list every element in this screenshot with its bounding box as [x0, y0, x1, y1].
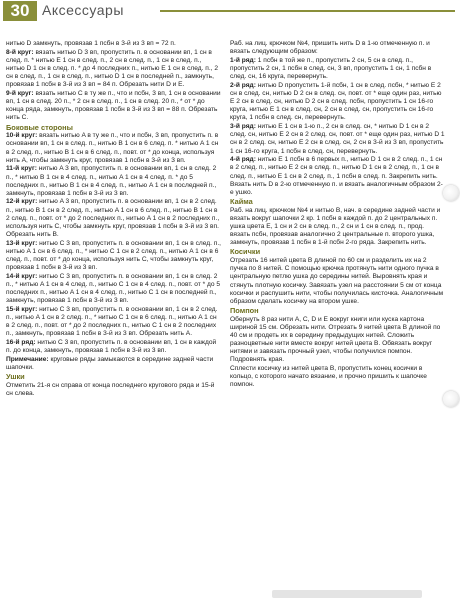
row-label: 15-й круг:	[6, 306, 38, 313]
paragraph-text: Раб. на лиц. крючком №4 и нитью B, нач. в середине задней части и вязать вокруг шапочки 2 кр. 1 псбн в каждой п. до 2 центральных п. ушка цвета E, 1 сн и 2 сн в след. п., 2 сн и 1 сн в след. п., прод. вязать псбн, провязав аналогично 2 центральные п. второго ушка, замкнуть, провязав 1 псбн в 1-й псбн 2-го ряда. Закрепить нить.	[230, 206, 441, 247]
paragraph-text: нитью E 1 псбн в 6 первых п., нитью D 1 сн в 2 след. п., 1 сн в 2 след. п., нитью E 2 сн в след. п., нитью D 1 сн в 2 след. п., 1 сн в след. п., нитью E 1 сн в 2 след. п., 1 псбн в след. п. Закрепить нить. Вязать нить D в 2-ю отмеченную п. и вязать аналогичным образом 2-е ушко.	[230, 156, 443, 196]
row-label: 3-й ряд:	[230, 123, 256, 131]
paragraph	[6, 90, 221, 123]
row-label: 8-й круг:	[6, 48, 34, 56]
paragraph-text: Сплести косичку из нитей цвета B, пропустить конец косички в кольцо, с которого начато вязание, и прочно пришить к шапочке помпон.	[230, 365, 427, 389]
paragraph-text: вязать нитью A в ту же п., что и псбн, 3 вп, пропустить п. в основании вп, 1 сн в след. п., нитью B 1 сн в 6 след. п. * нитью A 1 сн в 2 след. п., нитью B 1 сн в 6 след. п., повт. от * до конца, используя нить A, чтобы замкнуть круг, провязав 1 псбн в 3-й из 3 вп.	[6, 132, 219, 164]
paragraph-text: нитью C 3 вп, пропустить п. в основании вп, 1 сн в 2 след. п., нитью A 1 сн в 2 след. п., * нитью C 1 сн в 6 след. п., нитью A 1 сн в 2 след. п., повт. от * до 2 последних п., нитью C 1 сн в 2 последних п., замкнуть, провязав 1 псбн в 3-й из 3 вп. Обрезать нить A.	[6, 306, 218, 338]
paragraph-text: Обернуть 8 раз нити A, C, D и E вокруг книги или куска картона шириной 15 см. Обрезать нити. Отрезать 9 нитей цвета B длиной по 40 см и продеть их в середину предыдущих нитей. Сложить разноцветные нити вместе вокруг нитей цвета B. Обвязать вокруг нитями и завязать прочный узел, чтобы получился помпон. Подровнять края.	[230, 315, 441, 364]
paragraph	[230, 257, 445, 306]
paragraph-text: нитью E 1 сн в 1-ю п., 2 сн в след. сн, * нитью D 1 сн в 2 след. сн, нитью E 2 сн в 2 след. сн, повт. от * еще один раз, нитью D 1 сн в 2 след. сн, нитью E 2 сн в след. сн, 2 сн в 3-й из 3 вп, пропустить 1 сн 16-го круга, 1 псбн в след. сн, перевернуть.	[230, 123, 445, 155]
paragraph	[6, 240, 221, 273]
paragraph-text: Отметить 21-я сн справа от конца последнего кругового ряда и 15-й сн слева.	[6, 381, 215, 398]
subheading: Помпон	[230, 306, 259, 315]
paragraph-text: круговые ряды замыкаются в середине задней части шапочки.	[6, 355, 214, 372]
paragraph	[6, 165, 221, 198]
paragraph	[6, 339, 221, 355]
binder-hole-top	[443, 185, 459, 201]
subheading: Кайма	[230, 196, 253, 206]
paragraph-text: Раб. на лиц. крючком №4, пришить нить D в 1-ю отмеченную п. и вязать следующим образом:	[230, 40, 430, 56]
row-label: 2-й ряд:	[230, 81, 256, 89]
paragraph	[6, 306, 221, 339]
row-label: 16-й ряд:	[6, 339, 36, 347]
paragraph	[6, 49, 221, 90]
paragraph	[230, 316, 445, 365]
paragraph	[6, 40, 221, 48]
row-label: 9-й круг:	[6, 89, 34, 97]
paragraph-text: нитью C 3 вп, пропустить п. в основании вп, 1 сн в след. п., нитью A 1 сн в 6 след. п., * нитью C 1 сн в 2 след. п., нитью A 1 сн в 6 след. п., повт. от * до конца, используя нить C, чтобы замкнуть круг, провязав 1 псбн в 3-й из 3 вп.	[6, 239, 222, 272]
subheading: Боковые стороны	[6, 122, 73, 132]
paragraph-text: нитью D пропустить 1-й псбн, 1 сн в след. псбн, * нитью E 2 сн в след. сн, нитью D 2 сн в след. сн, повт. от * еще один раз, нитью E 2 сн в след. сн, нитью D 2 сн в след. псбн, пропустить 1 сн 16-го круга, нитью E 1 сн в след. сн, 2 сн в след. сн, пропустить сн 16-го круга, 1 псбн в след. сн, перевернуть.	[230, 81, 442, 122]
right-column	[230, 40, 445, 390]
paragraph	[6, 382, 221, 398]
paragraph	[6, 198, 221, 239]
section-title: Аксессуары	[42, 2, 124, 18]
paragraph-text: нитью A 3 вп, пропустить п. в основании вп, 1 сн в 2 след. п., нитью B 1 сн в 2 след. п., нитью A 1 сн в 6 след. п., нитью B 1 сн в 2 след. п., повт. от * до 2 последних п., нитью A 1 сн в 2 последних п., используя нить C, чтобы замкнуть круг, провязав 1 псбн в 3-й из 3 вп. Обрезать нить B.	[6, 198, 220, 239]
left-column	[6, 40, 221, 399]
row-label: 12-й круг:	[6, 198, 38, 206]
row-label: 1-й ряд:	[230, 56, 256, 64]
binder-hole-bottom	[443, 391, 459, 407]
page-header	[0, 0, 460, 22]
paragraph-text: нитью D замкнуть, провязав 1 псбн в 3-й из 3 вп = 72 п.	[6, 40, 176, 47]
paragraph-text: нитью C 3 вп, пропустить п. в основании вп, 1 сн в каждой п. до конца, замкнуть, провязав 1 псбн в 3-й из 3 вп.	[6, 339, 217, 355]
row-label: 13-й круг:	[6, 239, 38, 247]
row-label: 14-й круг:	[6, 272, 38, 280]
paragraph-text: вязать нитью C в ту же п., что и псбн, 3 вп, 1 сн в основании вп, 1 сн в след. 20 п., * 2 сн в след. п., 1 сн в след. 20 п., * от * до конца ряда, замкнуть, провязав 1 псбн в 3-й из 3 вп = 88 п. Обрезать нить C.	[6, 89, 221, 122]
row-label: 11-й круг:	[6, 165, 37, 173]
subheading: Косички	[230, 247, 261, 257]
header-rule	[160, 10, 455, 12]
paragraph-text: вязать нитью D 3 вп, пропустить п. в основании вп, 1 сн в след. п. * нитью E 1 сн в след. п., 2 сн в след. п., 1 сн в след. п., нитью D 1 сн в след. п. * до 4 последних п., нитью E 1 сн в след. п., 2 сн в след. п., 1 сн в след. п., нитью D 1 сн в последней п., замкнуть, провязав 1 псбн в 3-й из 3 вп = 84 п. Обрезать нити D и E.	[6, 48, 218, 89]
row-label: Примечание:	[6, 355, 49, 363]
paragraph	[230, 156, 445, 197]
paragraph	[230, 365, 445, 389]
page-number: 30	[3, 1, 37, 21]
paragraph-text: 1 псбн в той же п., пропустить 2 сн, 5 сн в след. п., пропустить 2 сн, 1 псбн в след. сн, 3 вп, пропустить 1 сн, 1 псбн в след. сн, 16 круга, перевернуть.	[230, 56, 432, 81]
paragraph	[230, 82, 445, 123]
paragraph-text: нитью C 3 вп, пропустить п. в основании вп, 1 сн в след. 2 п., * нитью A 1 сн в 4 след. п., нитью C 1 сн в 4 след. п., повт. от * до 5 последних п., нитью A 1 сн в 4 след. п., нитью C 1 сн в последней п., замкнуть, провязав 1 псбн в 3-й из 3 вп.	[6, 272, 221, 305]
paragraph-text: нитью A 3 вп, пропустить п. в основании вп, 1 сн в след. 2 п., * нитью B 1 сн в 4 след. п., нитью A 1 сн в 4 след. п. * до 5 последних п., нитью B 1 сн в 4 след. п., нитью A 1 сн в последней п., замкнуть, провязав 1 псбн в 3-й из 3 вп.	[6, 165, 217, 197]
paragraph-text: Отрезать 16 нитей цвета B длиной по 60 см и разделить их на 2 пучка по 8 нитей. С помощью крючка протянуть нити одного пучка в центральную петлю ушка до середины нитей. Выровнять края и стянуть плотную косичку. Завязать узел на расстоянии 5 см от конца косички и распушить нити, чтобы получилась кисточка. Аналогичным образом сделать косичку на втором ушке.	[230, 257, 444, 305]
paragraph	[6, 132, 221, 165]
row-label: 4-й ряд:	[230, 156, 256, 164]
subheading: Ушки	[6, 372, 25, 382]
paragraph	[6, 273, 221, 306]
paragraph	[230, 123, 445, 156]
row-label: 10-й круг:	[6, 132, 38, 140]
paragraph	[230, 57, 445, 81]
paragraph	[230, 40, 445, 56]
paragraph	[6, 356, 221, 372]
paragraph	[230, 207, 445, 248]
watermark-band	[272, 590, 422, 598]
